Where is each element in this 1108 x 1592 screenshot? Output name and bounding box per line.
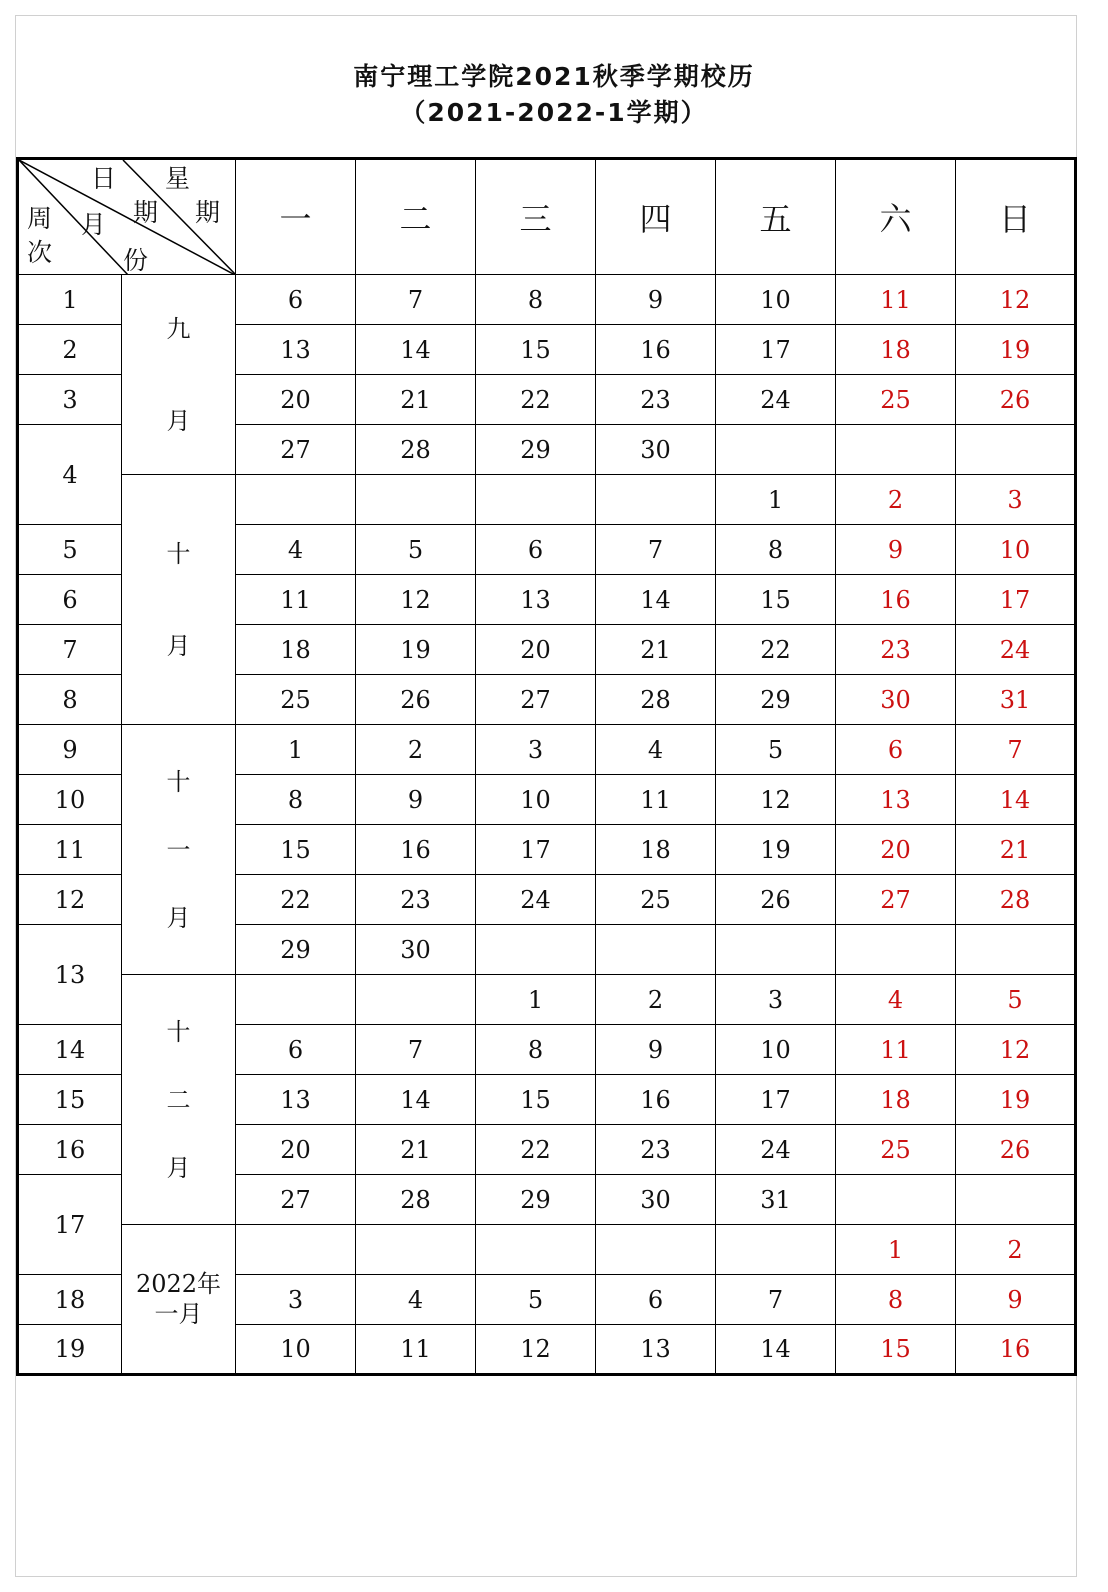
date-cell-sun — [956, 425, 1076, 475]
date-cell-mon: 13 — [236, 1075, 356, 1125]
date-cell-sat: 27 — [836, 875, 956, 925]
date-cell-tue: 28 — [356, 1175, 476, 1225]
date-cell-tue: 7 — [356, 275, 476, 325]
date-cell-tue: 2 — [356, 725, 476, 775]
date-cell-sun: 17 — [956, 575, 1076, 625]
month-label-line: 一月 — [154, 1300, 203, 1328]
date-cell-thu: 28 — [596, 675, 716, 725]
date-cell-thu: 16 — [596, 325, 716, 375]
weekday-thu: 四 — [596, 159, 716, 275]
week-number: 11 — [18, 825, 122, 875]
date-cell-thu: 23 — [596, 1125, 716, 1175]
date-cell-tue: 14 — [356, 1075, 476, 1125]
date-cell-wed: 29 — [476, 425, 596, 475]
month-label-line: 二 — [166, 1085, 191, 1114]
calendar-row — [18, 475, 1076, 525]
date-cell-mon: 18 — [236, 625, 356, 675]
date-cell-wed: 8 — [476, 1025, 596, 1075]
date-cell-sun: 3 — [956, 475, 1076, 525]
corner-label-qi2: 期 — [195, 198, 221, 227]
date-cell-wed: 17 — [476, 825, 596, 875]
date-cell-tue — [356, 475, 476, 525]
week-number: 7 — [18, 625, 122, 675]
date-cell-fri: 22 — [716, 625, 836, 675]
date-cell-wed: 20 — [476, 625, 596, 675]
date-cell-wed: 22 — [476, 375, 596, 425]
date-cell-wed — [476, 475, 596, 525]
date-cell-sun: 12 — [956, 275, 1076, 325]
date-cell-sun: 14 — [956, 775, 1076, 825]
date-cell-fri: 12 — [716, 775, 836, 825]
calendar-row — [18, 275, 1076, 325]
date-cell-sun: 10 — [956, 525, 1076, 575]
date-cell-sun — [956, 925, 1076, 975]
date-cell-thu: 13 — [596, 1325, 716, 1375]
date-cell-mon: 20 — [236, 1125, 356, 1175]
date-cell-tue: 16 — [356, 825, 476, 875]
date-cell-wed: 8 — [476, 275, 596, 325]
month-label-line: 一 — [166, 835, 191, 864]
date-cell-sat: 11 — [836, 275, 956, 325]
corner-label-ci: 次 — [27, 238, 53, 267]
date-cell-sun: 5 — [956, 975, 1076, 1025]
date-cell-fri: 24 — [716, 375, 836, 425]
date-cell-wed: 12 — [476, 1325, 596, 1375]
date-cell-sat: 13 — [836, 775, 956, 825]
weekday-fri: 五 — [716, 159, 836, 275]
date-cell-mon: 3 — [236, 1275, 356, 1325]
date-cell-mon: 27 — [236, 1175, 356, 1225]
corner-label-ri: 日 — [91, 164, 117, 193]
date-cell-mon: 10 — [236, 1325, 356, 1375]
date-cell-sat: 6 — [836, 725, 956, 775]
date-cell-fri: 5 — [716, 725, 836, 775]
date-cell-wed: 22 — [476, 1125, 596, 1175]
date-cell-fri: 15 — [716, 575, 836, 625]
week-number: 16 — [18, 1125, 122, 1175]
date-cell-fri — [716, 1225, 836, 1275]
date-cell-thu: 9 — [596, 275, 716, 325]
date-cell-sat: 23 — [836, 625, 956, 675]
date-cell-thu: 11 — [596, 775, 716, 825]
academic-calendar-table — [16, 157, 1077, 1376]
date-cell-thu: 4 — [596, 725, 716, 775]
date-cell-fri: 10 — [716, 1025, 836, 1075]
week-number: 14 — [18, 1025, 122, 1075]
week-number: 19 — [18, 1325, 122, 1375]
date-cell-thu — [596, 925, 716, 975]
date-cell-mon: 27 — [236, 425, 356, 475]
date-cell-thu: 21 — [596, 625, 716, 675]
date-cell-wed: 27 — [476, 675, 596, 725]
date-cell-thu — [596, 475, 716, 525]
date-cell-wed: 13 — [476, 575, 596, 625]
month-label-line: 十 — [166, 539, 191, 568]
date-cell-mon: 20 — [236, 375, 356, 425]
date-cell-sat — [836, 925, 956, 975]
date-cell-sat: 15 — [836, 1325, 956, 1375]
date-cell-sun: 26 — [956, 375, 1076, 425]
week-number: 8 — [18, 675, 122, 725]
date-cell-fri: 17 — [716, 1075, 836, 1125]
date-cell-thu: 7 — [596, 525, 716, 575]
date-cell-fri: 17 — [716, 325, 836, 375]
date-cell-thu: 23 — [596, 375, 716, 425]
date-cell-tue: 12 — [356, 575, 476, 625]
weekday-wed: 三 — [476, 159, 596, 275]
date-cell-sun: 9 — [956, 1275, 1076, 1325]
date-cell-sun: 16 — [956, 1325, 1076, 1375]
weekday-tue: 二 — [356, 159, 476, 275]
weekday-mon: 一 — [236, 159, 356, 275]
date-cell-tue: 5 — [356, 525, 476, 575]
date-cell-fri: 14 — [716, 1325, 836, 1375]
semester-subtitle: （2021-2022-1学期） — [400, 98, 708, 127]
month-label-line: 月 — [166, 1153, 191, 1182]
corner-label-yue: 月 — [81, 210, 107, 239]
corner-label-zhou: 周 — [27, 204, 53, 233]
date-cell-mon: 25 — [236, 675, 356, 725]
date-cell-wed: 15 — [476, 325, 596, 375]
month-label — [122, 475, 236, 725]
month-label — [122, 725, 236, 975]
date-cell-sun: 24 — [956, 625, 1076, 675]
date-cell-wed: 24 — [476, 875, 596, 925]
calendar-row — [18, 1225, 1076, 1275]
month-label-line: 十 — [166, 1017, 191, 1046]
date-cell-sun: 19 — [956, 325, 1076, 375]
date-cell-fri: 8 — [716, 525, 836, 575]
calendar-title: 南宁理工学院2021秋季学期校历 — [353, 62, 755, 91]
date-cell-tue: 19 — [356, 625, 476, 675]
week-number: 9 — [18, 725, 122, 775]
week-number: 4 — [18, 425, 122, 525]
date-cell-sun: 19 — [956, 1075, 1076, 1125]
month-label — [122, 975, 236, 1225]
header-row — [18, 159, 1076, 275]
date-cell-mon — [236, 975, 356, 1025]
date-cell-tue: 4 — [356, 1275, 476, 1325]
date-cell-mon: 6 — [236, 275, 356, 325]
week-number: 10 — [18, 775, 122, 825]
date-cell-tue: 21 — [356, 375, 476, 425]
date-cell-tue: 9 — [356, 775, 476, 825]
month-label — [122, 275, 236, 475]
week-number: 17 — [18, 1175, 122, 1275]
corner-label-fen: 份 — [123, 246, 149, 275]
date-cell-sat: 16 — [836, 575, 956, 625]
date-cell-mon — [236, 475, 356, 525]
date-cell-mon: 13 — [236, 325, 356, 375]
date-cell-fri: 26 — [716, 875, 836, 925]
corner-label-qi1: 期 — [133, 198, 159, 227]
date-cell-wed: 15 — [476, 1075, 596, 1125]
date-cell-sat: 2 — [836, 475, 956, 525]
date-cell-mon: 6 — [236, 1025, 356, 1075]
date-cell-tue: 14 — [356, 325, 476, 375]
date-cell-sat: 18 — [836, 325, 956, 375]
date-cell-thu: 2 — [596, 975, 716, 1025]
date-cell-sat: 4 — [836, 975, 956, 1025]
date-cell-fri: 29 — [716, 675, 836, 725]
date-cell-mon: 1 — [236, 725, 356, 775]
date-cell-tue — [356, 975, 476, 1025]
month-label-line: 九 — [166, 314, 191, 343]
month-label-line: 十 — [166, 767, 191, 796]
date-cell-thu: 16 — [596, 1075, 716, 1125]
week-number: 5 — [18, 525, 122, 575]
date-cell-wed: 3 — [476, 725, 596, 775]
date-cell-tue: 26 — [356, 675, 476, 725]
date-cell-sat: 11 — [836, 1025, 956, 1075]
date-cell-sun: 21 — [956, 825, 1076, 875]
date-cell-fri: 19 — [716, 825, 836, 875]
date-cell-tue: 11 — [356, 1325, 476, 1375]
date-cell-sat: 25 — [836, 375, 956, 425]
calendar-row — [18, 975, 1076, 1025]
week-number: 2 — [18, 325, 122, 375]
month-label — [122, 1225, 236, 1375]
date-cell-sun: 26 — [956, 1125, 1076, 1175]
date-cell-wed: 29 — [476, 1175, 596, 1225]
date-cell-thu: 30 — [596, 1175, 716, 1225]
date-cell-mon: 11 — [236, 575, 356, 625]
date-cell-sun — [956, 1175, 1076, 1225]
date-cell-sat — [836, 425, 956, 475]
week-number: 13 — [18, 925, 122, 1025]
date-cell-sat: 9 — [836, 525, 956, 575]
calendar-row — [18, 725, 1076, 775]
date-cell-tue: 7 — [356, 1025, 476, 1075]
date-cell-wed — [476, 925, 596, 975]
week-number: 12 — [18, 875, 122, 925]
date-cell-fri: 24 — [716, 1125, 836, 1175]
date-cell-thu: 25 — [596, 875, 716, 925]
date-cell-thu: 9 — [596, 1025, 716, 1075]
date-cell-sat: 25 — [836, 1125, 956, 1175]
date-cell-wed — [476, 1225, 596, 1275]
date-cell-tue: 23 — [356, 875, 476, 925]
date-cell-sun: 31 — [956, 675, 1076, 725]
date-cell-sat: 30 — [836, 675, 956, 725]
date-cell-thu: 14 — [596, 575, 716, 625]
date-cell-mon: 4 — [236, 525, 356, 575]
date-cell-thu: 30 — [596, 425, 716, 475]
week-number: 18 — [18, 1275, 122, 1325]
date-cell-fri — [716, 925, 836, 975]
date-cell-fri: 31 — [716, 1175, 836, 1225]
date-cell-fri: 1 — [716, 475, 836, 525]
date-cell-sat: 20 — [836, 825, 956, 875]
weekday-sun: 日 — [956, 159, 1076, 275]
date-cell-fri: 10 — [716, 275, 836, 325]
weekday-sat: 六 — [836, 159, 956, 275]
date-cell-mon: 8 — [236, 775, 356, 825]
corner-header-cell — [18, 159, 236, 275]
week-number: 6 — [18, 575, 122, 625]
date-cell-fri: 7 — [716, 1275, 836, 1325]
date-cell-tue: 21 — [356, 1125, 476, 1175]
date-cell-mon: 29 — [236, 925, 356, 975]
date-cell-tue — [356, 1225, 476, 1275]
date-cell-wed: 1 — [476, 975, 596, 1025]
month-label-line: 月 — [166, 903, 191, 932]
date-cell-mon — [236, 1225, 356, 1275]
date-cell-wed: 6 — [476, 525, 596, 575]
week-number: 15 — [18, 1075, 122, 1125]
corner-label-xing: 星 — [165, 164, 191, 193]
week-number: 3 — [18, 375, 122, 425]
month-label-line: 2022年 — [135, 1270, 222, 1298]
month-label-line: 月 — [166, 406, 191, 435]
date-cell-tue: 30 — [356, 925, 476, 975]
date-cell-tue: 28 — [356, 425, 476, 475]
month-label-line: 月 — [166, 631, 191, 660]
date-cell-fri — [716, 425, 836, 475]
date-cell-mon: 15 — [236, 825, 356, 875]
date-cell-sat — [836, 1175, 956, 1225]
date-cell-sat: 1 — [836, 1225, 956, 1275]
date-cell-fri: 3 — [716, 975, 836, 1025]
date-cell-wed: 5 — [476, 1275, 596, 1325]
date-cell-thu — [596, 1225, 716, 1275]
week-number: 1 — [18, 275, 122, 325]
date-cell-sun: 12 — [956, 1025, 1076, 1075]
date-cell-sat: 8 — [836, 1275, 956, 1325]
date-cell-wed: 10 — [476, 775, 596, 825]
date-cell-sun: 28 — [956, 875, 1076, 925]
date-cell-thu: 6 — [596, 1275, 716, 1325]
date-cell-mon: 22 — [236, 875, 356, 925]
date-cell-sun: 2 — [956, 1225, 1076, 1275]
date-cell-sat: 18 — [836, 1075, 956, 1125]
date-cell-thu: 18 — [596, 825, 716, 875]
date-cell-sun: 7 — [956, 725, 1076, 775]
